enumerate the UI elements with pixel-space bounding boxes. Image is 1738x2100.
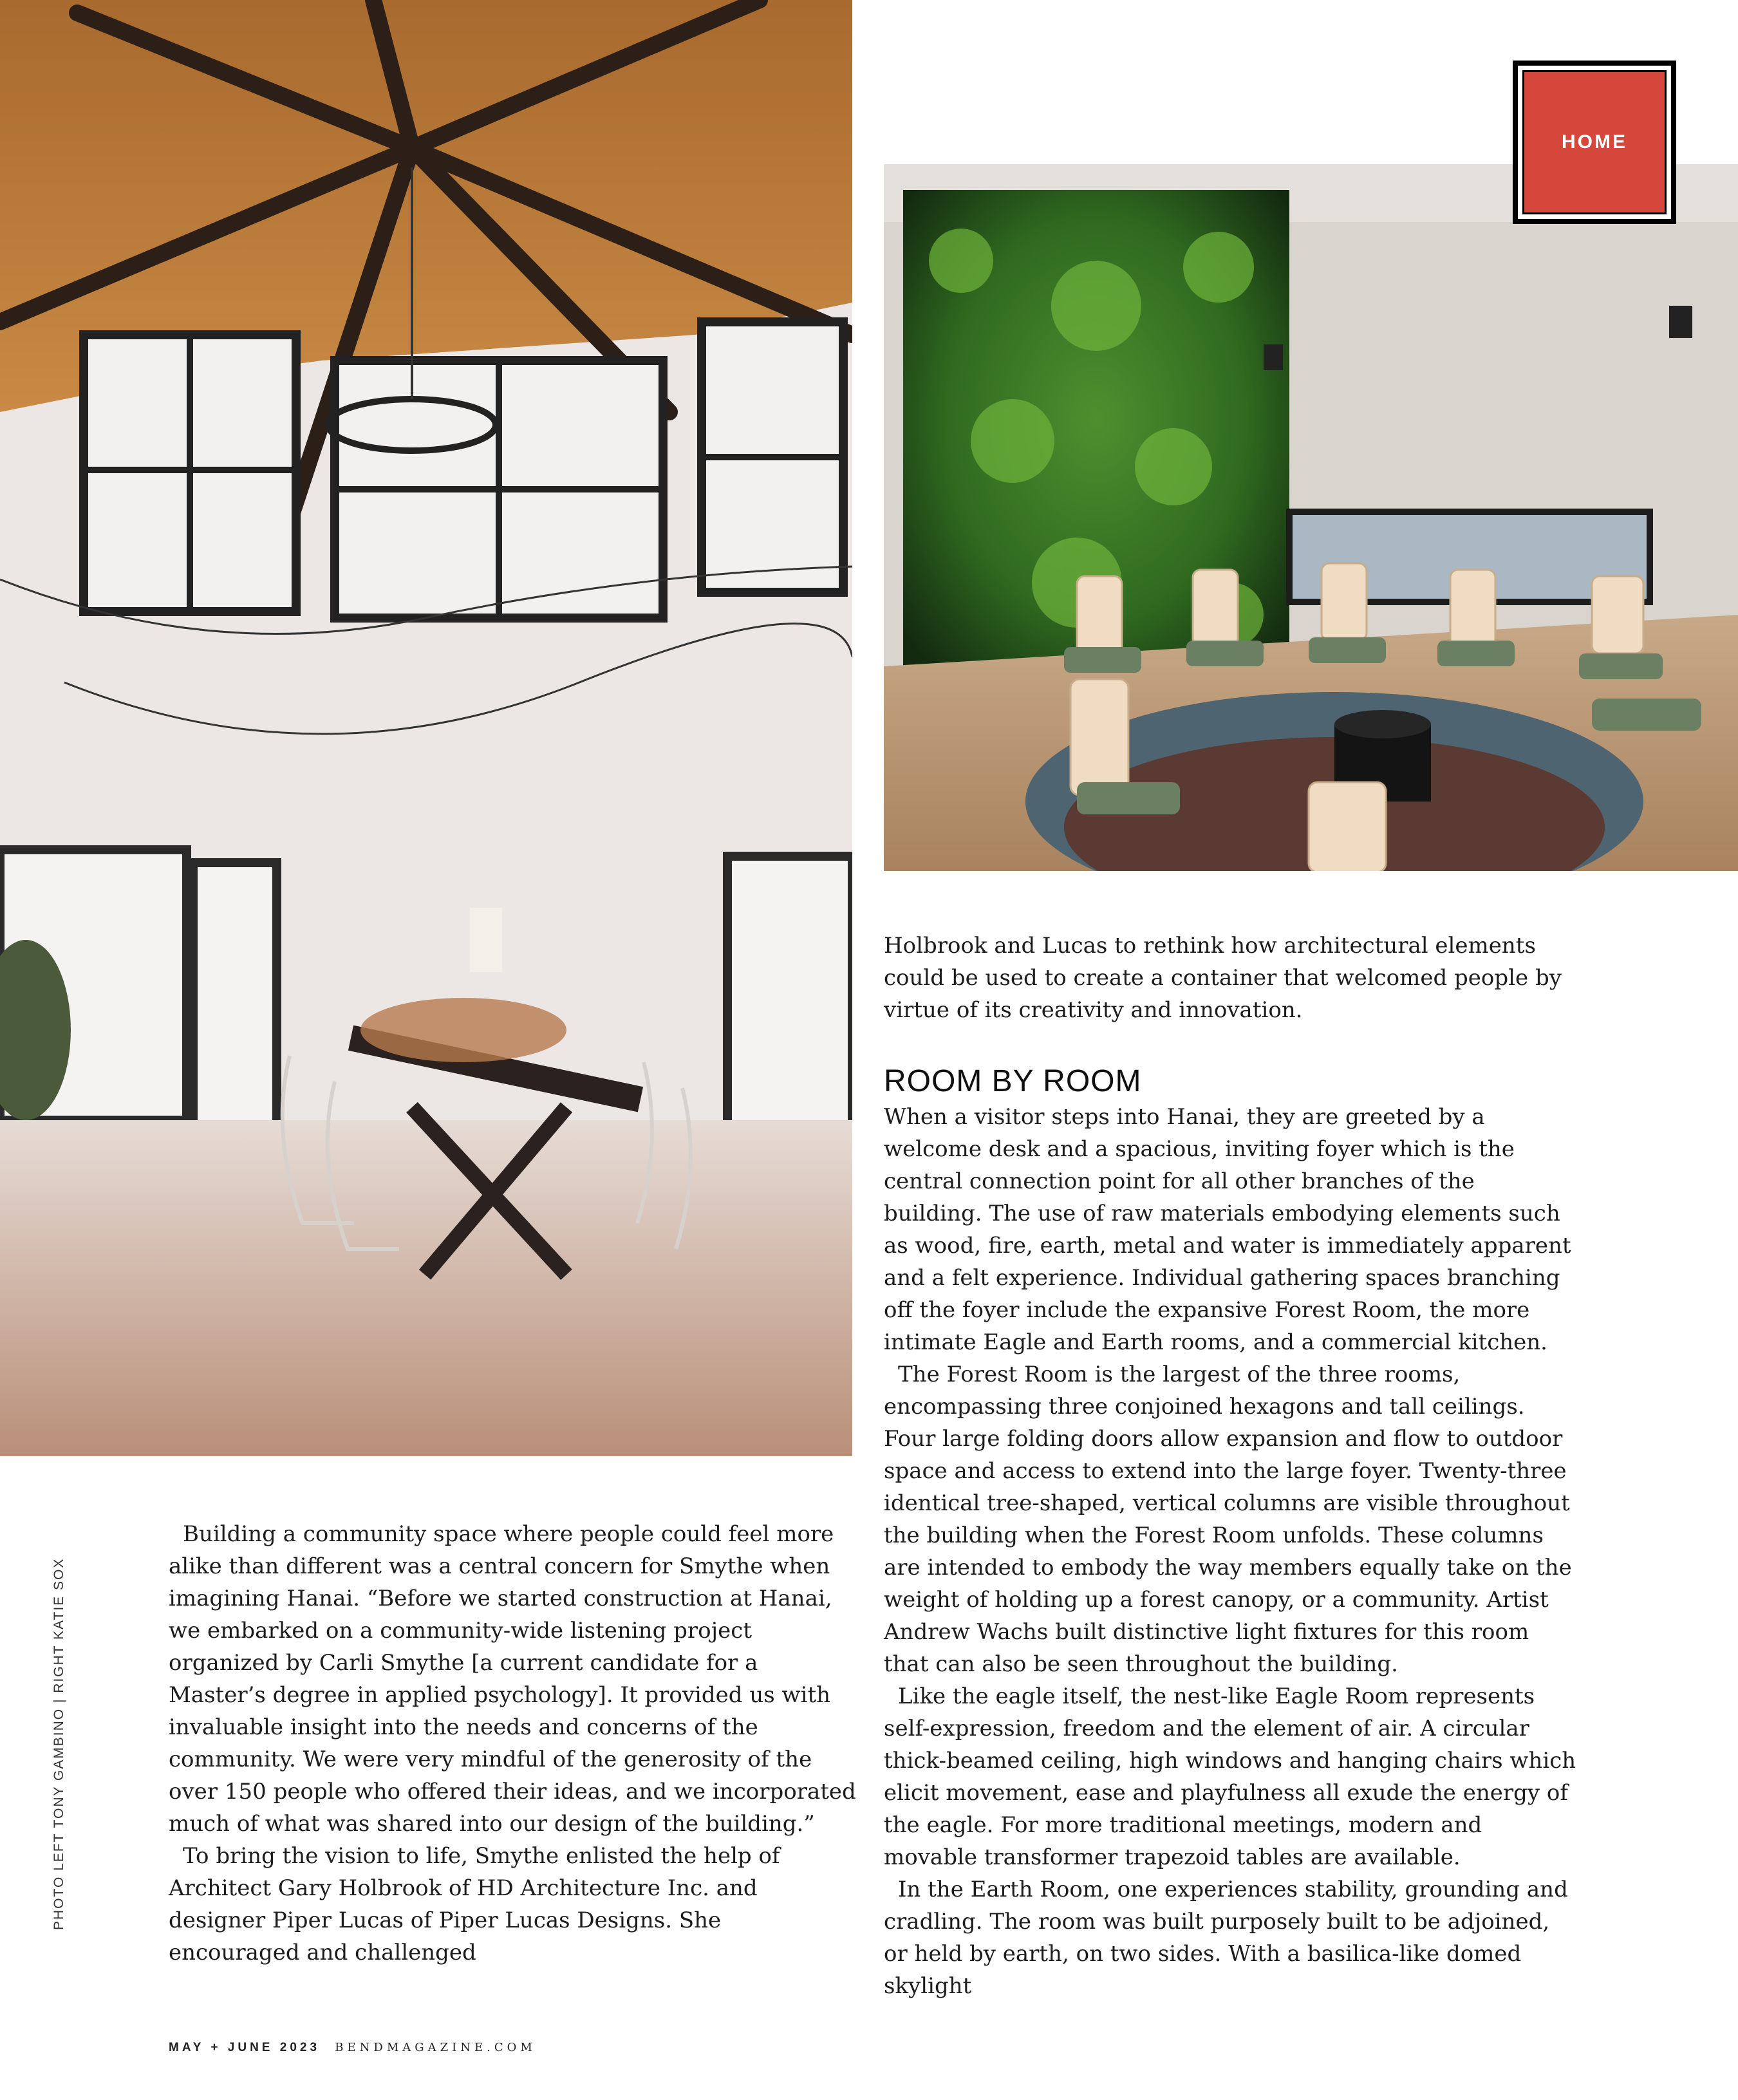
- body-paragraph: To bring the vision to life, Smythe enlisted the help of Architect Gary Holbrook of HD Architecture Inc. and designer Piper Lucas of Piper Lucas Designs. She encouraged and challenged: [169, 1843, 780, 1965]
- body-paragraph: Holbrook and Lucas to rethink how architectural elements could be used to create a container that welcomed people by virtue of its creativity and innovation.: [884, 933, 1562, 1023]
- section-badge-fill: [1522, 70, 1667, 214]
- footer-issue: MAY + JUNE 2023: [169, 2041, 321, 2054]
- body-paragraph: Like the eagle itself, the nest-like Eagle Room represents self-expression, freedom and the element of air. A circular thick-beamed ceiling, high windows and hanging chairs which elicit movement, ease and playfulness all exude the energy of the eagle. For more traditional meetings, modern and movable transformer trapezoid tables are available.: [884, 1683, 1576, 1870]
- body-paragraph: When a visitor steps into Hanai, they are greeted by a welcome desk and a spacious, inviting foyer which is the central connection point for all other branches of the building. The use of raw materials embodying elements such as wood, fire, earth, metal and water is immediately apparent and a felt experience. Individual gathering spaces branching off the foyer include the expansive Forest Room, the more intimate Eagle and Earth rooms, and a commercial kitchen.: [884, 1104, 1571, 1355]
- left-text-column: [169, 1518, 859, 1969]
- living-wall-room-photo: [884, 164, 1738, 871]
- right-text-continuation: [884, 930, 1579, 1026]
- footer-website: BENDMAGAZINE.COM: [335, 2041, 536, 2054]
- section-heading: ROOM BY ROOM: [884, 1064, 1142, 1098]
- photo-credit: PHOTO LEFT TONY GAMBINO | RIGHT KATIE SOX: [51, 1557, 66, 1930]
- right-text-column: [884, 1101, 1579, 2002]
- body-paragraph: The Forest Room is the largest of the three rooms, encompassing three conjoined hexagons and tall ceilings. Four large folding doors allow expansion and flow to outdoor space and access to extend into the large foyer. Twenty-three identical tree-shaped, vertical columns are visible throughout the building when the Forest Room unfolds. These columns are intended to embody the way members equally take on the weight of holding up a forest canopy, or a community. Artist Andrew Wachs built distinctive light fixtures for this room that can also be seen throughout the building.: [884, 1362, 1572, 1677]
- section-badge-label: HOME: [1562, 131, 1627, 153]
- section-badge: [1513, 61, 1676, 224]
- body-paragraph: In the Earth Room, one experiences stability, grounding and cradling. The room was built purposely built to be adjoined, or held by earth, on two sides. With a basilica-like domed skylight: [884, 1877, 1568, 1999]
- page-footer: [169, 2041, 536, 2055]
- event-hall-illustration: [0, 0, 852, 1456]
- body-paragraph: Building a community space where people could feel more alike than different was a central concern for Smythe when imagining Hanai. “Before we started construction at Hanai, we embarked on a community-wide listening project organized by Carli Smythe [a current candidate for a Master’s degree in applied psychology]. It provided us with invaluable insight into the needs and concerns of the community. We were very mindful of the generosity of the over 150 people who offered their ideas, and we incorporated much of what was shared into our design of the building.”: [169, 1521, 856, 1837]
- living-wall-illustration: [884, 164, 1738, 871]
- event-hall-photo: [0, 0, 852, 1456]
